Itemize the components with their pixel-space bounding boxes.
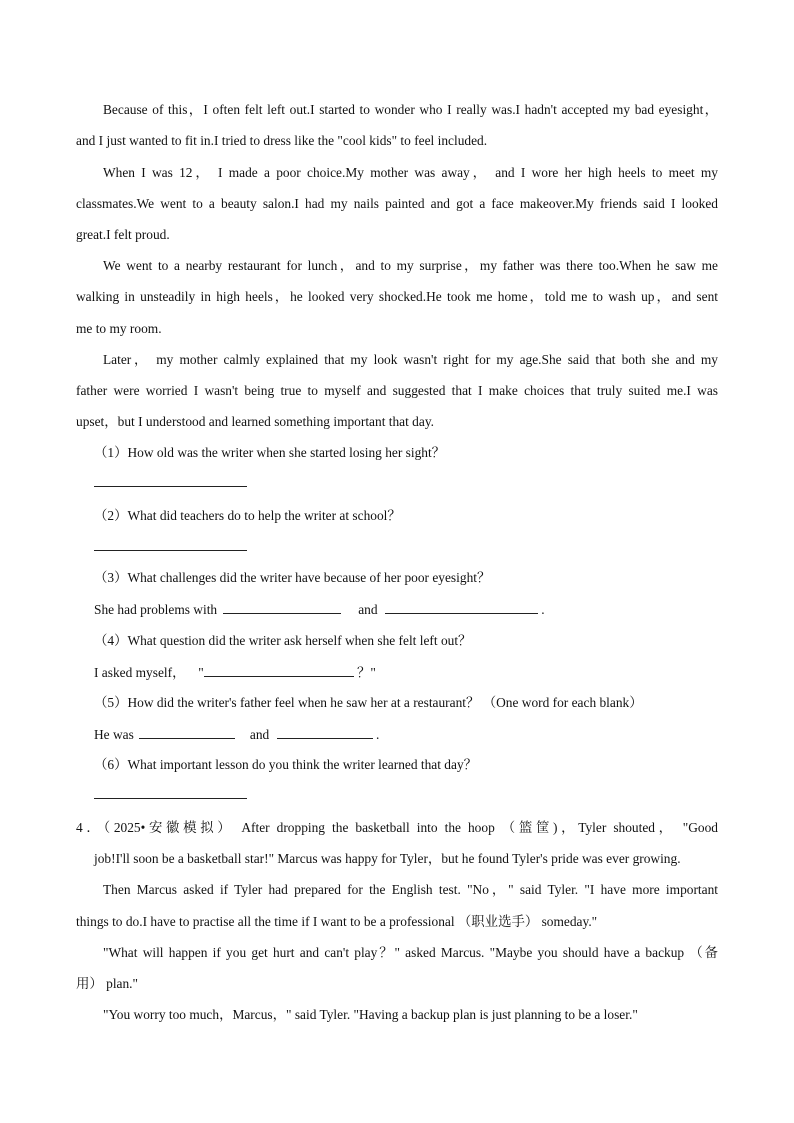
passage-line: classmates.We went to a beauty salon.I had my nails painted and got a face makeover.My friends said I looked (76, 196, 718, 211)
passage-line: We went to a nearby restaurant for lunch，and to my surprise，my father was there too.When he saw me (103, 258, 718, 273)
passage-line: great.I felt proud. (76, 227, 170, 242)
item4-line: things to do.I have to practise all the time if I want to be a professional （职业选手） someday." (76, 914, 598, 929)
question-5: （5）How did the writer's father feel when he saw her at a restaurant？ （One word for each blank） (94, 695, 643, 710)
question-1: （1）How old was the writer when she started losing her sight？ (94, 445, 446, 460)
answer-6[interactable] (94, 784, 247, 805)
answer-4 (94, 662, 376, 683)
answer-blank[interactable] (223, 599, 341, 614)
item4-line: "What will happen if you get hurt and can't play？" asked Marcus. "Maybe you should have a backup （备 (103, 945, 718, 960)
answer-blank[interactable] (94, 536, 247, 551)
question-2: （2）What did teachers do to help the writer at school？ (94, 508, 401, 523)
answer-text: . (375, 727, 380, 742)
item4-line: Then Marcus asked if Tyler had prepared for the English test. "No，" said Tyler. "I have more important (103, 882, 718, 897)
answer-blank[interactable] (204, 662, 354, 677)
answer-text: and (249, 727, 270, 742)
item4-line: 用） plan." (76, 976, 138, 991)
answer-blank[interactable] (277, 724, 373, 739)
item4-line: job!I'll soon be a basketball star!" Marcus was happy for Tyler，but he found Tyler's pride was ever growing. (94, 851, 681, 866)
passage-line: me to my room. (76, 321, 162, 336)
passage-line: upset，but I understood and learned something important that day. (76, 414, 434, 429)
item4-line: 4．（2025•安徽模拟） After dropping the basketball into the hoop （篮筐)，Tyler shouted， "Good (76, 820, 718, 835)
item4-line: "You worry too much，Marcus，" said Tyler. "Having a backup plan is just planning to be a loser." (103, 1007, 638, 1022)
answer-text: " (198, 665, 204, 680)
answer-5 (94, 724, 379, 745)
answer-text: He was (94, 727, 134, 742)
answer-blank[interactable] (94, 784, 247, 799)
question-6: （6）What important lesson do you think the writer learned that day？ (94, 757, 478, 772)
question-4: （4）What question did the writer ask herself when she felt left out？ (94, 633, 472, 648)
answer-blank[interactable] (94, 472, 247, 487)
passage-line: and I just wanted to fit in.I tried to dress like the "cool kids" to feel included. (76, 133, 488, 148)
question-3: （3）What challenges did the writer have because of her poor eyesight？ (94, 570, 491, 585)
passage-line: Because of this，I often felt left out.I started to wonder who I really was.I hadn't accepted my bad eyesight， (103, 102, 718, 117)
answer-blank[interactable] (385, 599, 538, 614)
answer-text: and (358, 602, 378, 617)
answer-text: She had problems with (94, 602, 218, 617)
passage-line: father were worried I wasn't being true to myself and suggested that I make choices that truly suited me.I was (76, 383, 718, 398)
answer-text: ？" (357, 665, 376, 680)
answer-2[interactable] (94, 536, 247, 557)
passage-line: walking in unsteadily in high heels，he looked very shocked.He took me home，told me to wash up，and sent (76, 289, 718, 304)
answer-1[interactable] (94, 472, 247, 493)
passage-line: When I was 12， I made a poor choice.My mother was away， and I wore her high heels to meet my (103, 165, 718, 180)
passage-line: Later， my mother calmly explained that my look wasn't right for my age.She said that both she and my (103, 352, 718, 367)
answer-3 (94, 599, 545, 620)
answer-text: . (541, 602, 545, 617)
answer-text: I asked myself， (94, 665, 186, 680)
answer-blank[interactable] (139, 724, 235, 739)
